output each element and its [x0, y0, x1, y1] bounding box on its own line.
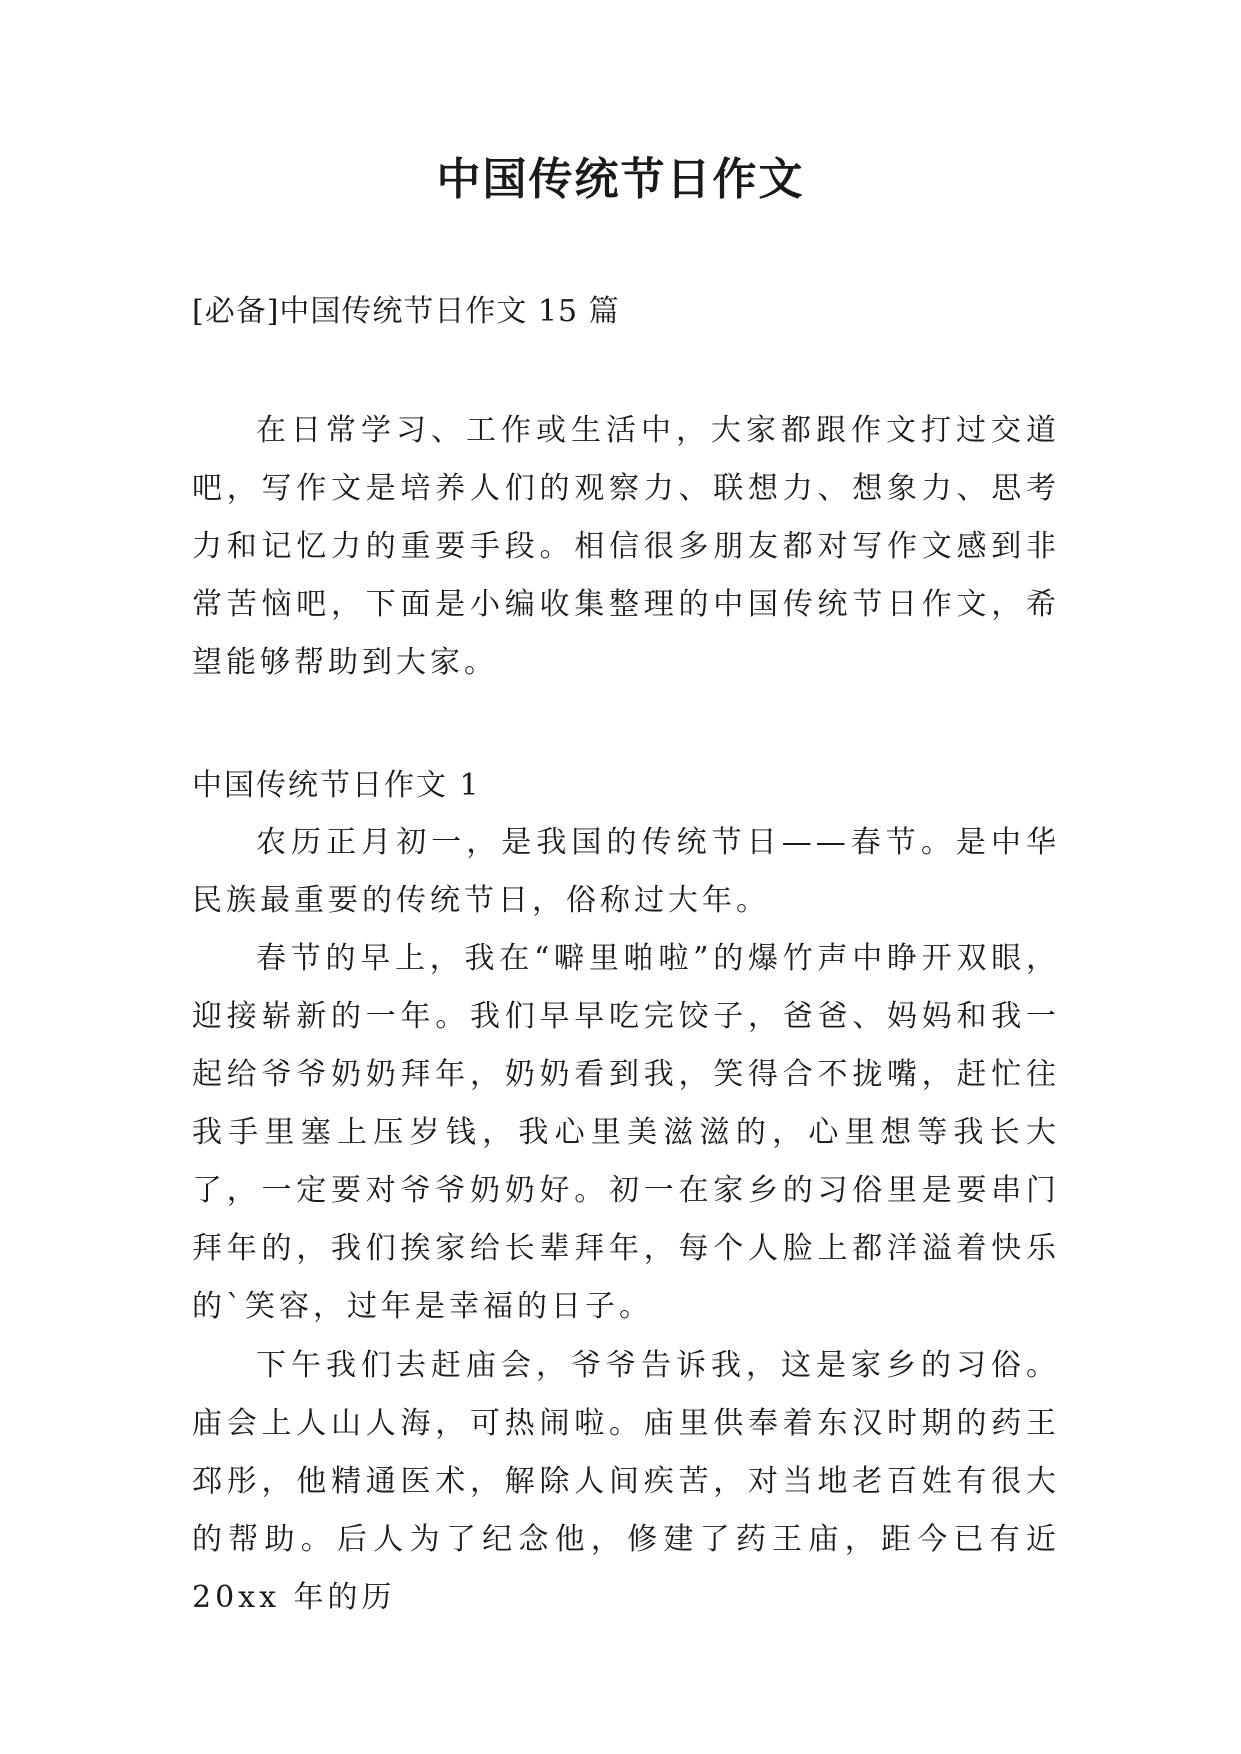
section-heading: 中国传统节日作文 1 [192, 768, 481, 803]
intro-paragraph: 在日常学习、工作或生活中，大家都跟作文打过交道吧，写作文是培养人们的观察力、联想力、想象力、思考力和记忆力的重要手段。相信很多朋友都对写作文感到非常苦恼吧，下面是小编收集整理的中国传统节日作文，希望能够帮助到大家。 [192, 413, 1060, 680]
document-title: 中国传统节日作文 [436, 154, 805, 205]
body-paragraph: 春节的早上，我在“噼里啪啦”的爆竹声中睁开双眼，迎接崭新的一年。我们早早吃完饺子，爸爸、妈妈和我一起给爷爷奶奶拜年，奶奶看到我，笑得合不拢嘴，赶忙往我手里塞上压岁钱，我心里美滋滋的，心里想等我长大了，一定要对爷爷奶奶好。初一在家乡的习俗里是要串门拜年的，我们挨家给长辈拜年，每个人脸上都洋溢着快乐的`笑容，过年是幸福的日子。 [192, 941, 1060, 1324]
body-paragraph: 下午我们去赶庙会，爷爷告诉我，这是家乡的习俗。庙会上人山人海，可热闹啦。庙里供奉着东汉时期的药王邳彤，他精通医术，解除人间疾苦，对当地老百姓有很大的帮助。后人为了纪念他，修建了药王庙，距今已有近 20xx 年的历 [192, 1348, 1060, 1615]
body-paragraph: 农历正月初一，是我国的传统节日——春节。是中华民族最重要的传统节日，俗称过大年。 [192, 825, 1060, 918]
document-subtitle: [必备]中国传统节日作文 15 篇 [192, 294, 620, 329]
